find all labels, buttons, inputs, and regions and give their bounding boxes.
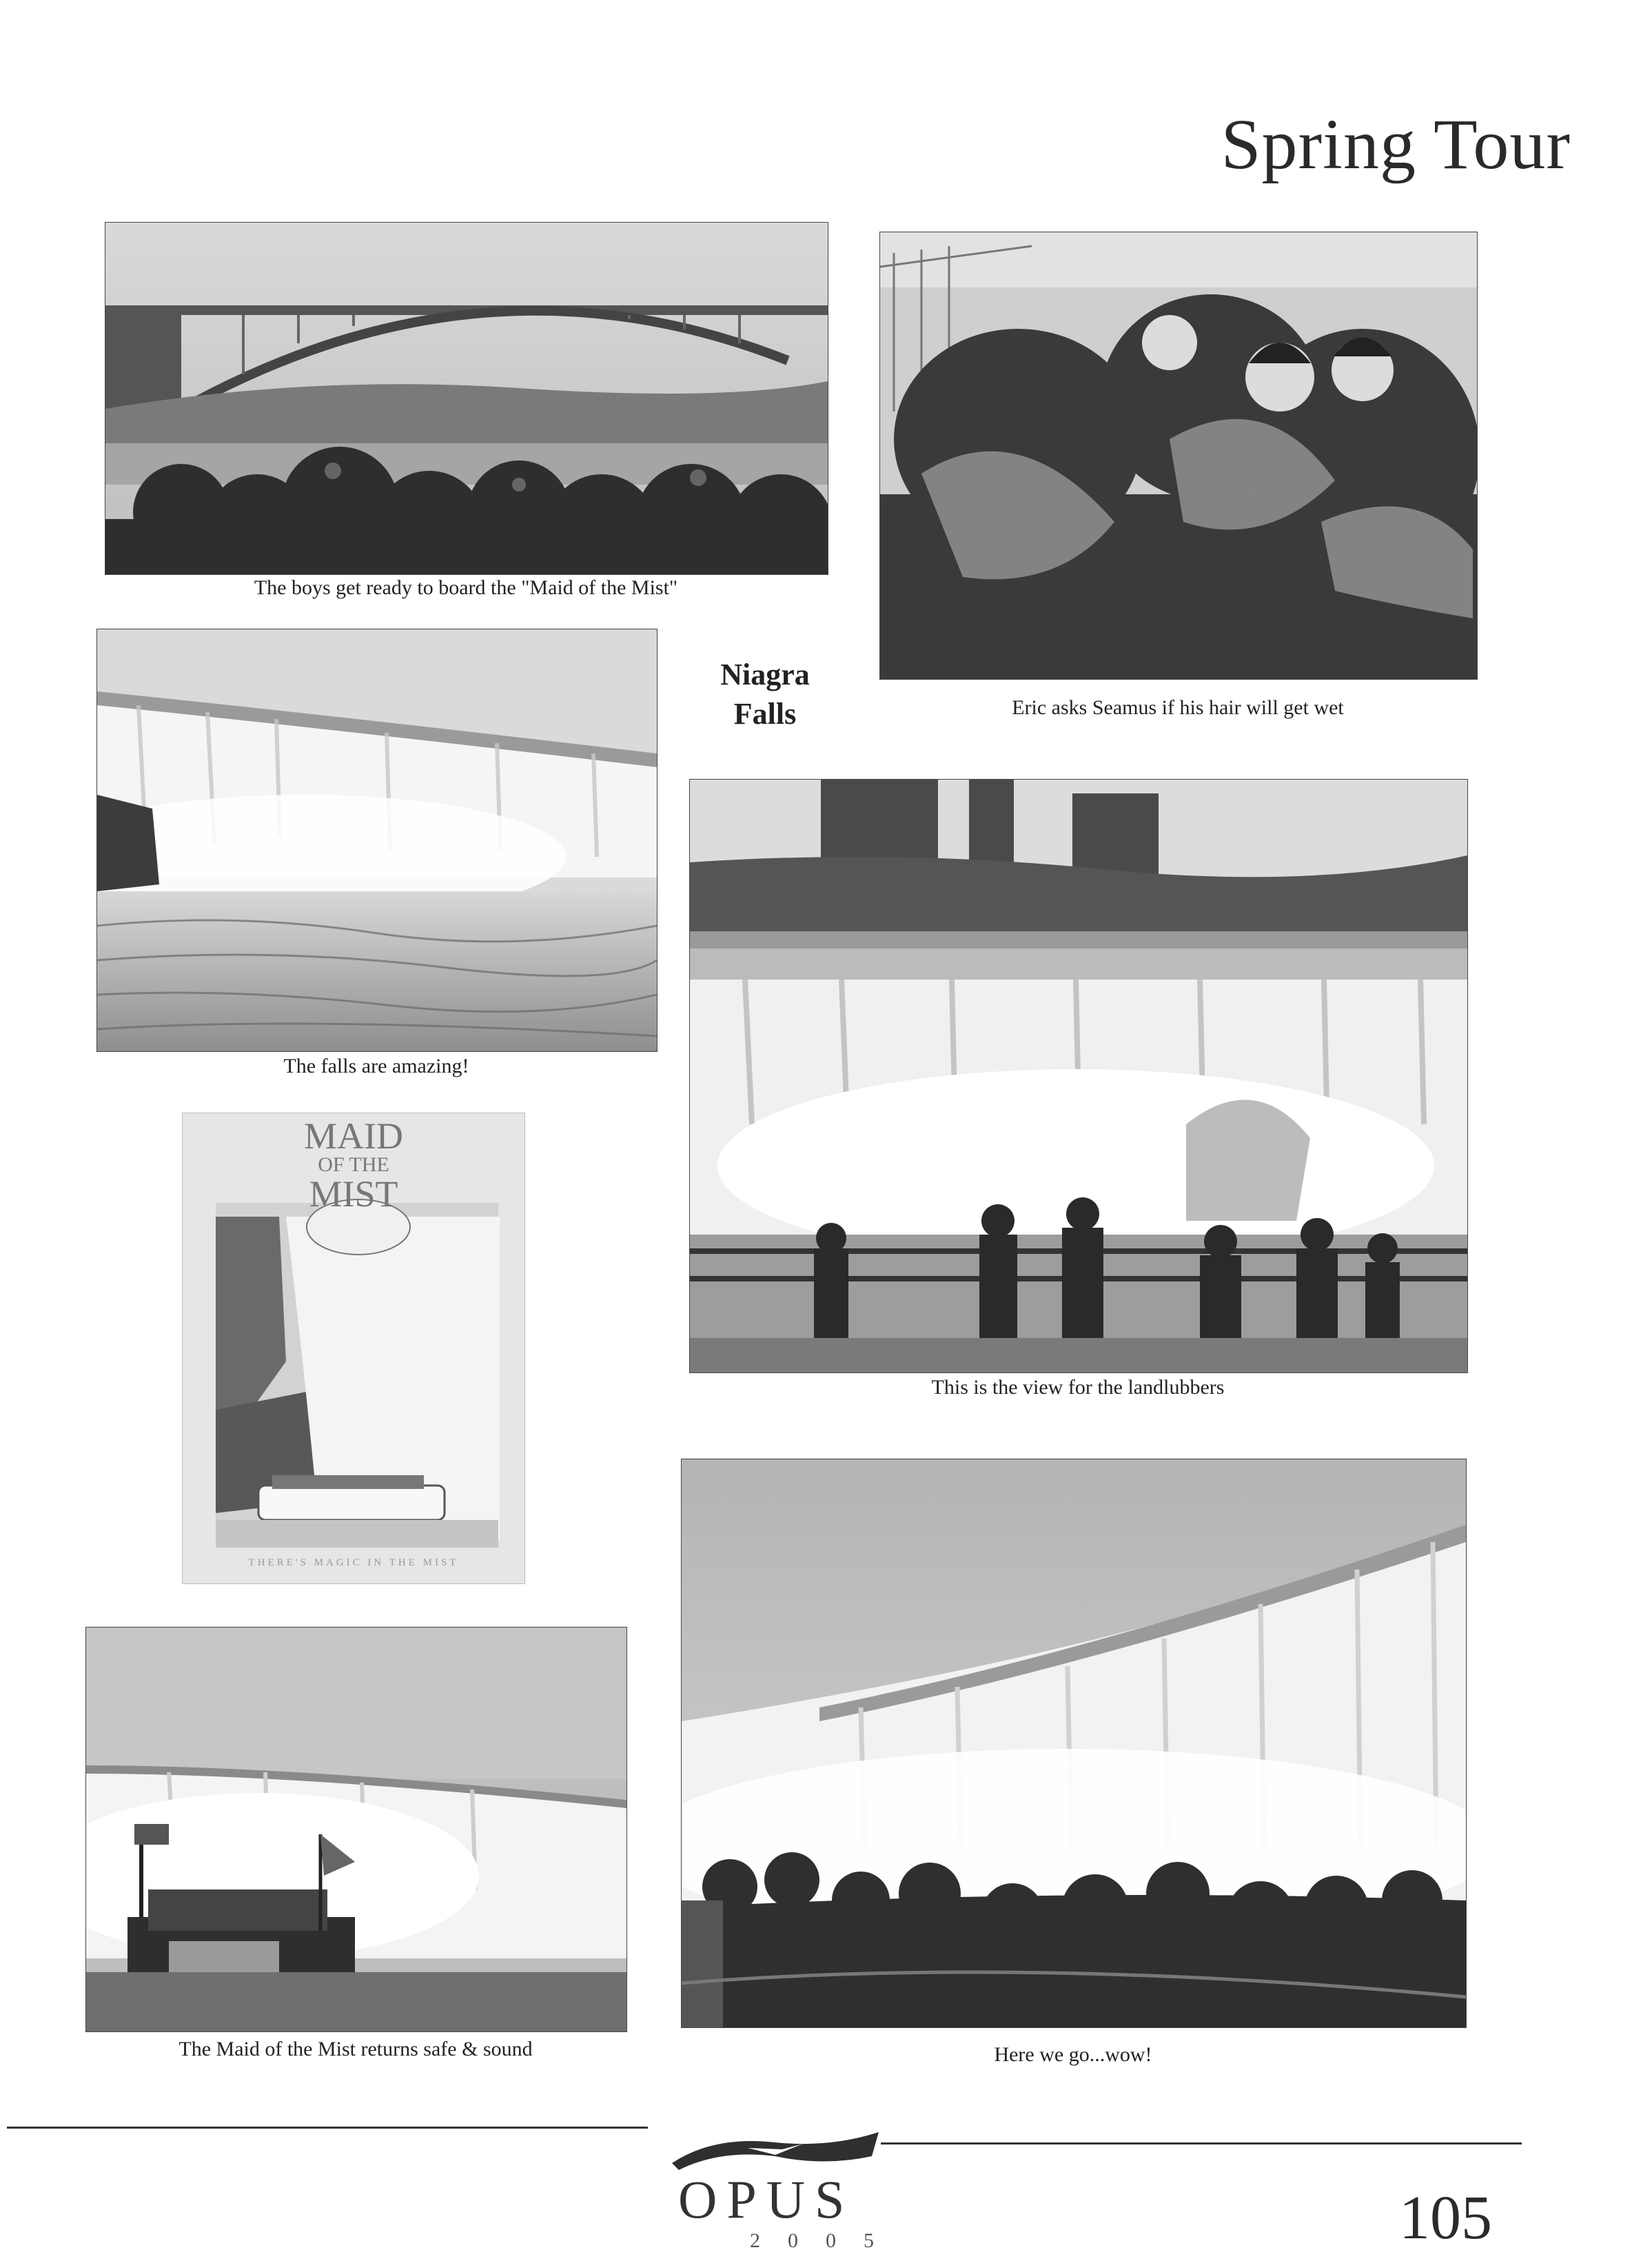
caption-landlubbers: This is the view for the landlubbers: [931, 1376, 1225, 1399]
brochure-tagline: THERE'S MAGIC IN THE MIST: [248, 1557, 459, 1568]
section-heading-line1: Niagra: [720, 658, 810, 691]
page-number: 105: [1399, 2184, 1492, 2252]
photo-bridge: [105, 222, 828, 575]
brochure-title-line3: MIST: [309, 1173, 398, 1215]
photo-boat-return: [85, 1627, 627, 2032]
photo-here-we-go: [681, 1459, 1467, 2028]
caption-boat-return: The Maid of the Mist returns safe & sound: [179, 2038, 533, 2060]
caption-bridge: The boys get ready to board the "Maid of the Mist": [254, 576, 678, 599]
brochure-maid-of-the-mist: [182, 1113, 525, 1584]
footer-logo-flag: [672, 2129, 879, 2170]
footer-rule-right: [881, 2142, 1522, 2145]
section-heading: [682, 655, 848, 733]
footer-logo-text: OPUS: [678, 2169, 855, 2229]
page-title: Spring Tour: [1221, 105, 1571, 184]
caption-falls-water: The falls are amazing!: [283, 1055, 469, 1077]
footer-rule-left: [7, 2127, 648, 2129]
footer-year: 2005: [750, 2229, 901, 2252]
photo-landlubbers: [689, 779, 1468, 1373]
section-heading-line2: Falls: [733, 697, 797, 731]
caption-ponchos: Eric asks Seamus if his hair will get wet: [1012, 696, 1344, 719]
photo-falls-water: [96, 629, 657, 1052]
brochure-title-line2: OF THE: [318, 1153, 389, 1176]
brochure-title-line1: MAID: [304, 1115, 403, 1157]
caption-here-we-go: Here we go...wow!: [994, 2043, 1152, 2066]
photo-ponchos: [879, 232, 1478, 680]
